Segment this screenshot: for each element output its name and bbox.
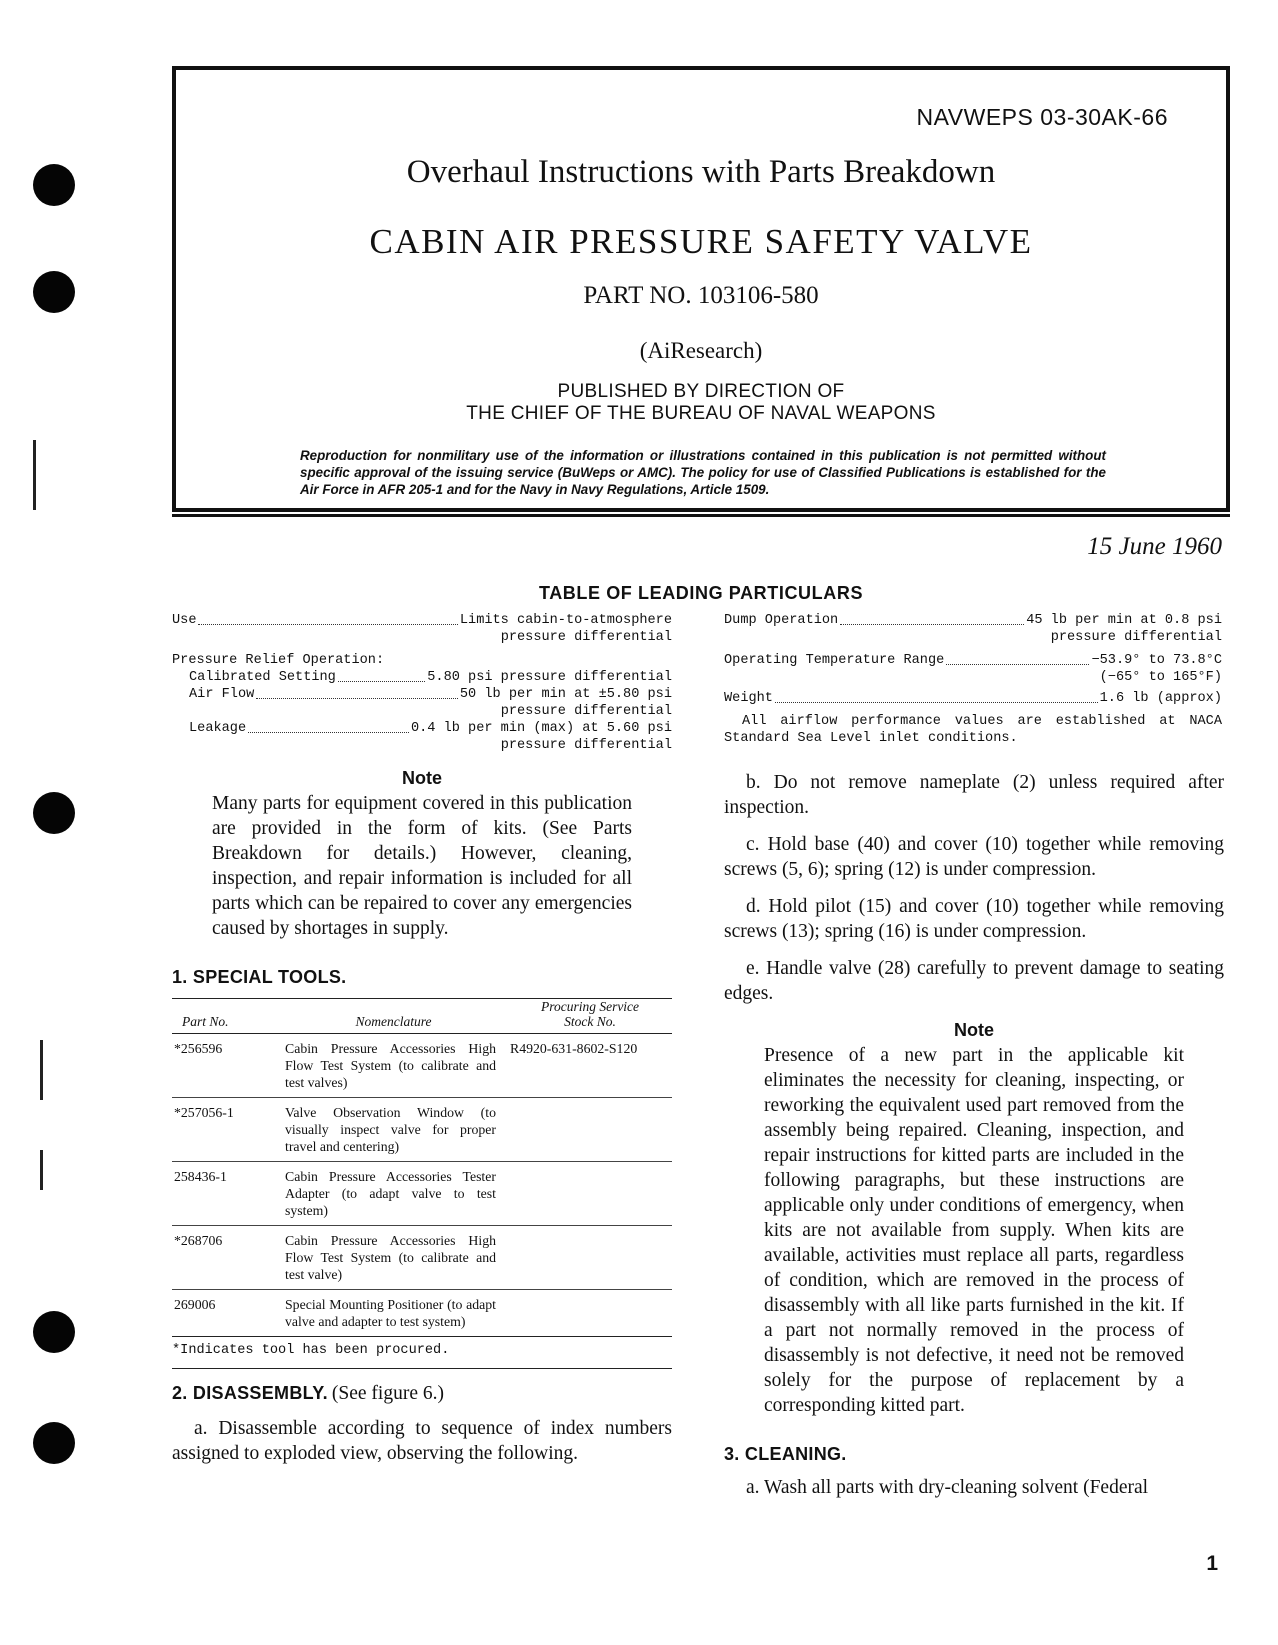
disassembly-para-b: b. Do not remove nameplate (2) unless required after inspection. — [724, 772, 1224, 818]
col-nomenclature: Nomenclature — [279, 999, 508, 1034]
punch-hole — [33, 792, 75, 834]
special-tools-table — [172, 999, 672, 1337]
scan-mark — [33, 440, 36, 510]
particular-airflow: Air Flow 50 lb per min at ±5.80 psi — [189, 687, 672, 702]
disassembly-para-d: d. Hold pilot (15) and cover (10) together while removing screws (13); spring (16) is under compression. — [724, 896, 1224, 942]
disassembly-para-a: a. Disassemble according to sequence of index numbers assigned to exploded view, observing the following. — [172, 1418, 672, 1464]
kit-replacement-note: Presence of a new part in the applicable kit eliminates the necessity for cleaning, inspecting, or reworking the equivalent used part removed from the assembly being repaired. Cleaning, inspection, and repair instructions for kitted parts are included in the following paragraphs, but these instructions are applicable only under conditions of emergency, when kits are not available from supply. When kits are available, activities must replace all parts, regardless of condition, which are removed in the process of disassembly with all like parts furnished in the kit. If a part not normally removed in the process of disassembly is not defective, it need not be removed solely for the purpose of replacement by a corresponding kitted part. — [764, 1045, 1184, 1416]
scan-mark — [40, 1150, 43, 1190]
punch-hole — [33, 164, 75, 206]
special-tools-heading: 1. SPECIAL TOOLS. — [172, 967, 347, 987]
disassembly-heading: 2. DISASSEMBLY. (See figure 6.) — [172, 1383, 444, 1404]
note-heading: Note — [954, 1020, 994, 1040]
kit-note: Many parts for equipment covered in this publication are provided in the form of kits. (See Parts Breakdown for details.) However, cleaning, inspection, and repair information is included for all parts which can be repaired to cover any emergencies caused by shortages in supply. — [212, 793, 632, 939]
col-part-no: Part No. — [172, 999, 279, 1034]
particular-use: Use Limits cabin-to-atmosphere — [172, 613, 672, 628]
manufacturer: (AiResearch) — [639, 338, 763, 363]
punch-hole — [33, 271, 75, 313]
cleaning-para-a: a. Wash all parts with dry-cleaning solvent (Federal — [746, 1477, 1149, 1498]
table-row: *256596 Cabin Pressure Accessories High Flow Test System (to calibrate and test valves) R4920-631-8602-S120 — [172, 1034, 672, 1098]
reproduction-notice: Reproduction for nonmilitary use of the information or illustrations contained in this publication is not permitted without specific approval of the issuing service (BuWeps or AMC). The policy for use of Classified Publications is established for the Air Force in AFR 205-1 and for the Navy in Navy Regulations, Article 1509. — [300, 448, 1106, 497]
equipment-name: CABIN AIR PRESSURE SAFETY VALVE — [369, 222, 1033, 261]
table-row: *257056-1 Valve Observation Window (to visually inspect valve for proper travel and centering) — [172, 1098, 672, 1162]
table-row: *268706 Cabin Pressure Accessories High Flow Test System (to calibrate and test valve) — [172, 1226, 672, 1290]
tools-footnote: *Indicates tool has been procured. — [172, 1343, 450, 1358]
punch-hole — [33, 1311, 75, 1353]
table-row: 258436-1 Cabin Pressure Accessories Tester Adapter (to adapt valve to test system) — [172, 1162, 672, 1226]
particular-leakage: Leakage 0.4 lb per min (max) at 5.60 psi — [189, 721, 672, 736]
publication-title: Overhaul Instructions with Parts Breakdown — [406, 154, 996, 190]
part-number: PART NO. 103106-580 — [583, 282, 819, 309]
particular-calibrated: Calibrated Setting 5.80 psi pressure differential — [189, 670, 672, 685]
particular-relief-label: Pressure Relief Operation: — [172, 653, 385, 668]
scan-mark — [40, 1040, 43, 1100]
title-frame-rule — [172, 514, 1230, 517]
publisher-line-1: PUBLISHED BY DIRECTION OF — [557, 381, 845, 402]
leading-particulars-left: Use Limits cabin-to-atmosphere pressure differential Pressure Relief Operation: Calibrated Setting 5.80 psi pressure differential Air Flow 50 lb per min at ±5.80 psi pressure differential Leakage 0.4 lb per min (max) at 5.60 psi pressure differential — [172, 613, 672, 753]
right-column — [724, 770, 1224, 1500]
cleaning-heading: 3. CLEANING. — [724, 1444, 847, 1464]
page-number: 1 — [1206, 1552, 1218, 1575]
leading-particulars-right: Dump Operation 45 lb per min at 0.8 psi pressure differential Operating Temperature Range −53.9° to 73.8°C (−65° to 165°F) Weight 1.6 lb (approx) All airflow performance values are established at NACA Standard Sea Level inlet conditions. — [724, 613, 1222, 746]
publisher-statement — [172, 381, 1230, 425]
particular-weight: Weight 1.6 lb (approx) — [724, 691, 1222, 706]
note-heading: Note — [402, 768, 442, 788]
col-stock-no: Procuring Service Stock No. — [508, 999, 672, 1034]
punch-hole — [33, 1422, 75, 1464]
particular-dump: Dump Operation 45 lb per min at 0.8 psi — [724, 613, 1222, 628]
disassembly-para-c: c. Hold base (40) and cover (10) together while removing screws (5, 6); spring (12) is under compression. — [724, 834, 1224, 880]
disassembly-para-e: e. Handle valve (28) carefully to prevent damage to seating edges. — [724, 958, 1224, 1004]
publication-date: 15 June 1960 — [1087, 533, 1222, 560]
table-row: 269006 Special Mounting Positioner (to adapt valve and adapter to test system) — [172, 1290, 672, 1337]
tools-bottom-rule — [172, 1368, 672, 1369]
document-number: NAVWEPS 03-30AK-66 — [916, 104, 1168, 130]
publisher-line-2: THE CHIEF OF THE BUREAU OF NAVAL WEAPONS — [466, 403, 936, 424]
tools-header-row — [172, 999, 672, 1034]
leading-particulars-title: TABLE OF LEADING PARTICULARS — [538, 583, 864, 603]
particulars-footnote: All airflow performance values are established at NACA Standard Sea Level inlet conditions. — [724, 714, 1222, 746]
particular-temperature: Operating Temperature Range −53.9° to 73.8°C — [724, 653, 1222, 668]
left-column — [172, 768, 672, 1466]
